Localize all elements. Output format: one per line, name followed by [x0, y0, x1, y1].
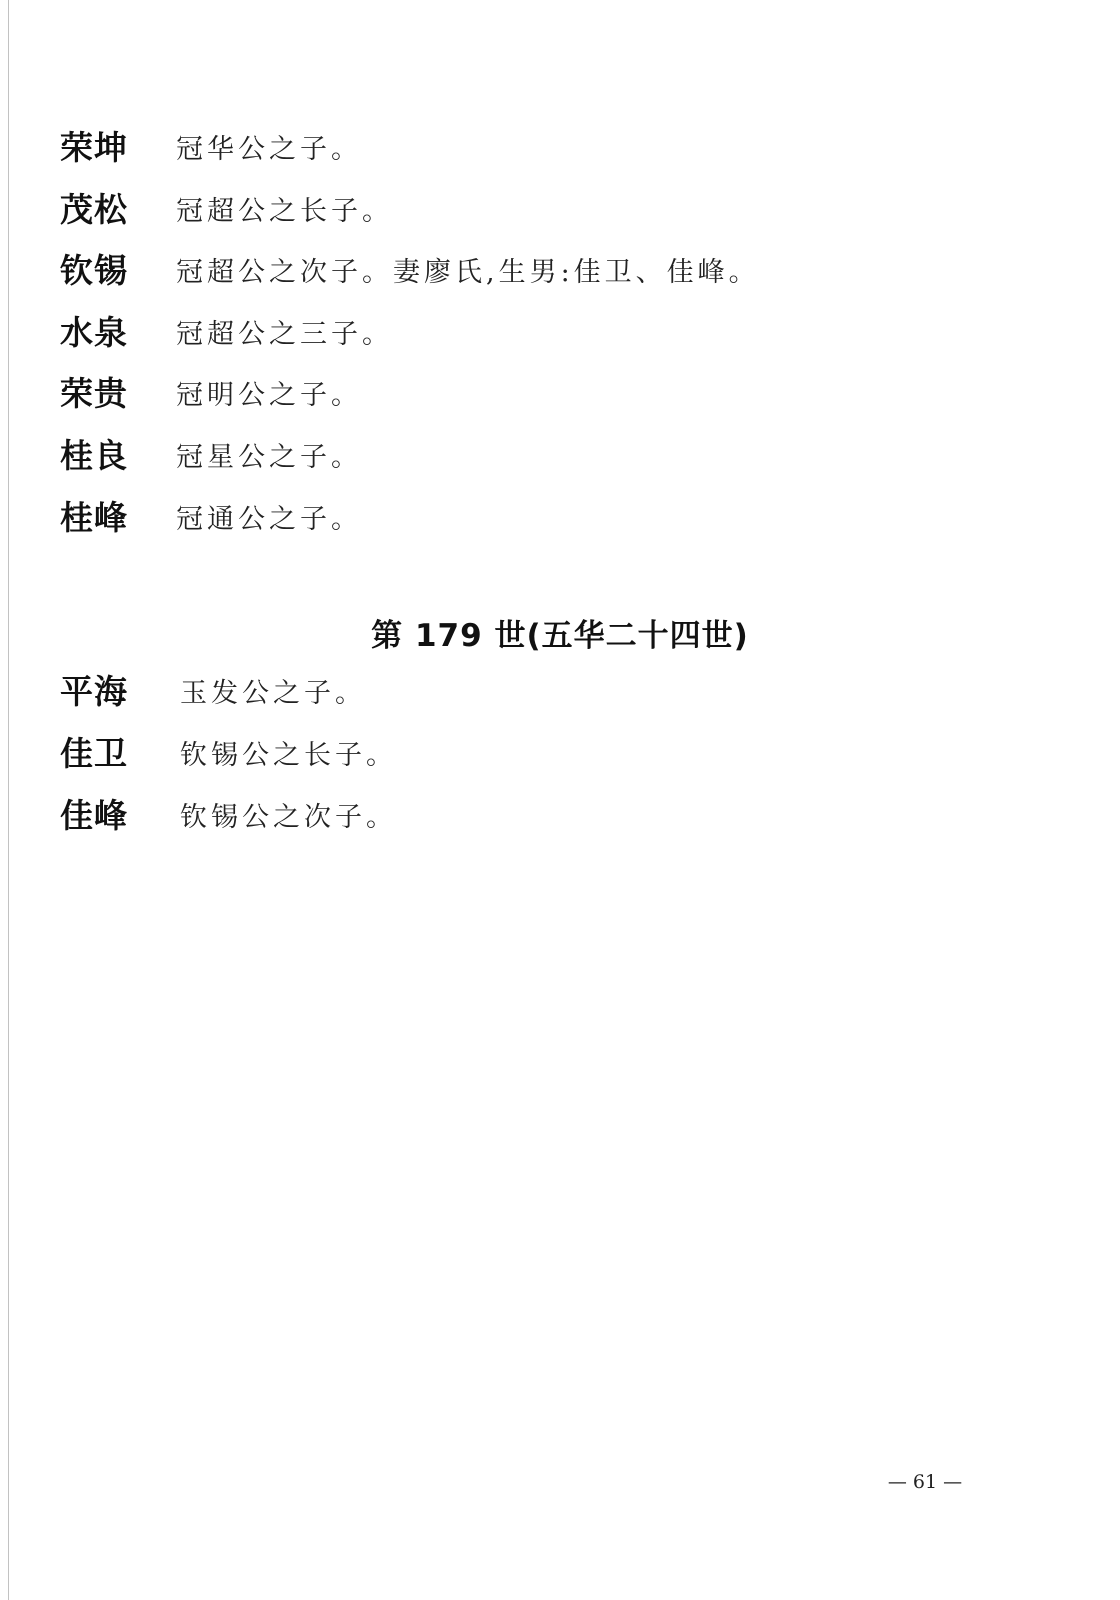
genealogy-entry	[0, 432, 1000, 480]
person-name: 水泉	[60, 313, 128, 352]
page-number: — 61 —	[887, 1471, 963, 1493]
person-name: 钦锡	[60, 251, 128, 290]
person-description: 钦锡公之次子。	[180, 802, 397, 833]
genealogy-entry	[0, 186, 1000, 234]
person-description: 玉发公之子。	[180, 678, 366, 709]
genealogy-entry	[0, 247, 1000, 295]
person-name: 佳卫	[60, 734, 128, 773]
person-name: 桂良	[60, 436, 128, 475]
genealogy-entry	[0, 124, 1000, 172]
genealogy-entry	[0, 370, 1000, 418]
person-description: 冠超公之三子。	[176, 319, 393, 350]
person-description: 冠明公之子。	[176, 380, 362, 411]
person-name: 荣贵	[60, 374, 128, 413]
person-name: 平海	[60, 672, 128, 711]
person-description: 冠华公之子。	[176, 134, 362, 165]
person-name: 桂峰	[60, 498, 128, 537]
person-name: 茂松	[60, 190, 128, 229]
person-description: 冠星公之子。	[176, 442, 362, 473]
person-name: 荣坤	[60, 128, 128, 167]
genealogy-entry	[0, 730, 1000, 778]
person-name: 佳峰	[60, 796, 128, 835]
person-description: 冠超公之长子。	[176, 196, 393, 227]
genealogy-entry	[0, 668, 1000, 716]
generation-heading: 第 179 世(五华二十四世)	[371, 618, 749, 654]
genealogy-entry	[0, 309, 1000, 357]
person-description: 冠通公之子。	[176, 504, 362, 535]
genealogy-entry	[0, 494, 1000, 542]
genealogy-entry	[0, 792, 1000, 840]
person-description: 冠超公之次子。妻廖氏,生男:佳卫、佳峰。	[176, 257, 760, 288]
person-description: 钦锡公之长子。	[180, 740, 397, 771]
